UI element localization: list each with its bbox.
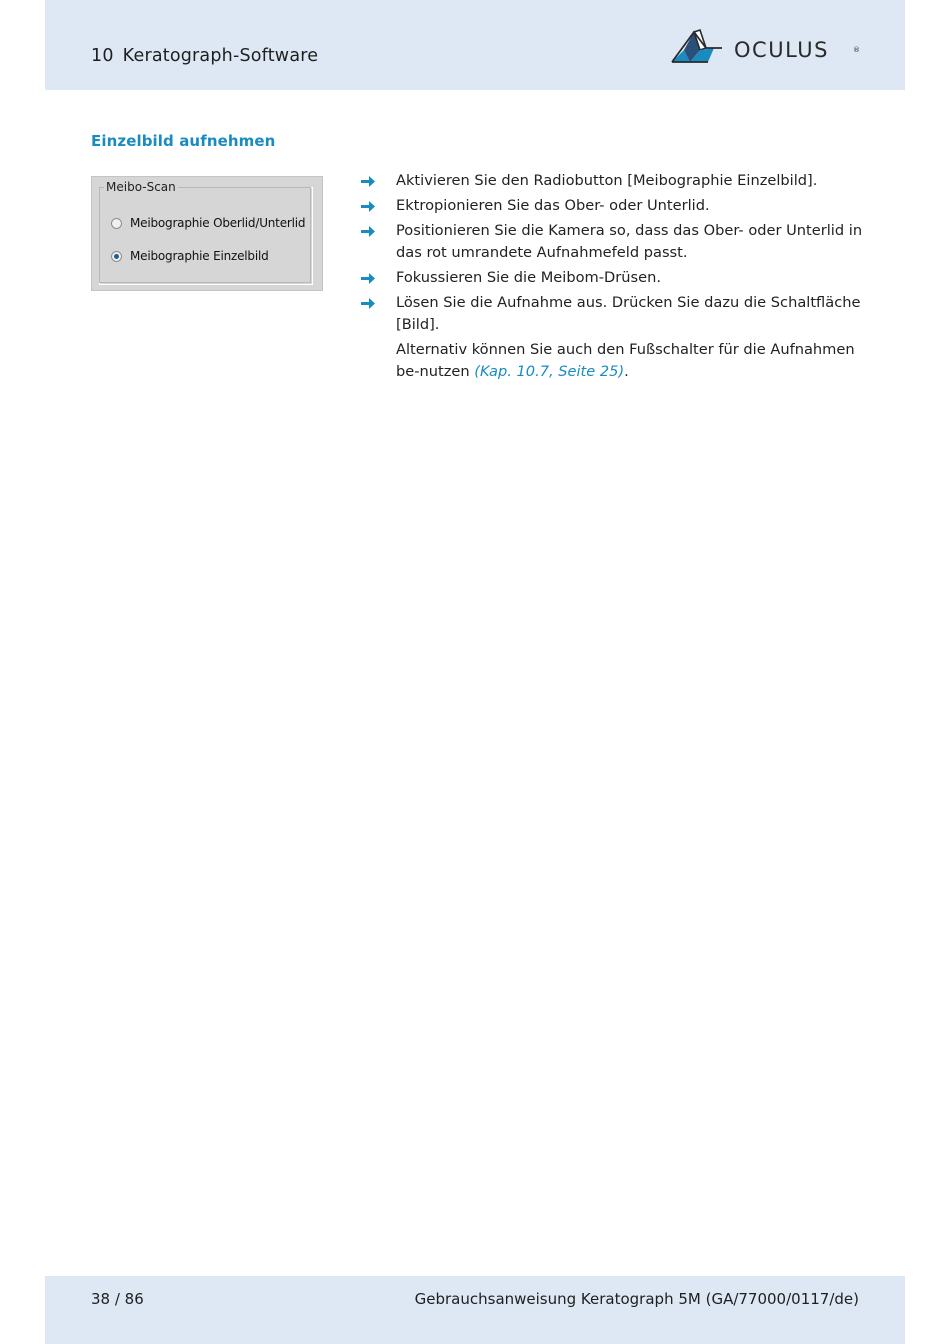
note-text: Alternativ können Sie auch den Fußschalter für die Aufnahmen be-nutzen: [396, 341, 855, 380]
step-text: Lösen Sie die Aufnahme aus. Drücken Sie dazu die Schaltfläche [Bild].: [396, 294, 861, 333]
arrow-right-icon: [360, 272, 376, 285]
radio-einzelbild[interactable]: [111, 249, 269, 263]
step-text: Ektropionieren Sie das Ober- oder Unterlid.: [396, 197, 710, 214]
instruction-steps: [360, 170, 870, 383]
radio-label: Meibographie Oberlid/Unterlid: [130, 216, 306, 230]
radio-checked-icon[interactable]: [111, 251, 122, 262]
step-item: [360, 267, 870, 289]
chapter-title: Keratograph-Software: [122, 46, 319, 66]
oculus-logo: [670, 26, 865, 68]
meibo-scan-groupbox: [99, 180, 313, 285]
logo-text: OCULUS: [734, 38, 829, 62]
step-item: [360, 195, 870, 217]
chapter-reference-link[interactable]: (Kap. 10.7, Seite 25): [474, 363, 625, 380]
radio-unchecked-icon[interactable]: [111, 218, 122, 229]
arrow-right-icon: [360, 297, 376, 310]
step-text: Positionieren Sie die Kamera so, dass das Ober- oder Unterlid in das rot umrandete Aufnahmefeld passt.: [396, 222, 863, 261]
note-end: .: [624, 363, 629, 380]
radio-oberlid-unterlid[interactable]: [111, 216, 305, 230]
page-header: [45, 0, 905, 90]
chapter-number: 10: [91, 46, 114, 66]
step-item: [360, 170, 870, 192]
document-title: Gebrauchsanweisung Keratograph 5M (GA/77000/0117/de): [414, 1290, 859, 1308]
step-item: [360, 292, 870, 336]
step-text: Fokussieren Sie die Meibom-Drüsen.: [396, 269, 661, 286]
oculus-logo-icon: [670, 26, 732, 68]
radio-label: Meibographie Einzelbild: [130, 249, 269, 263]
groupbox-label: Meibo-Scan: [106, 180, 176, 194]
section-title: Einzelbild aufnehmen: [91, 132, 276, 150]
arrow-right-icon: [360, 225, 376, 238]
arrow-right-icon: [360, 200, 376, 213]
meibo-scan-screenshot: [91, 176, 323, 291]
registered-mark: ®: [853, 46, 860, 54]
arrow-right-icon: [360, 175, 376, 188]
chapter-heading: [91, 46, 318, 66]
step-item: [360, 220, 870, 264]
note-paragraph: [360, 339, 870, 383]
page-number: 38 / 86: [91, 1290, 144, 1308]
step-text: Aktivieren Sie den Radiobutton [Meibographie Einzelbild].: [396, 172, 818, 189]
page-footer: [45, 1276, 905, 1344]
